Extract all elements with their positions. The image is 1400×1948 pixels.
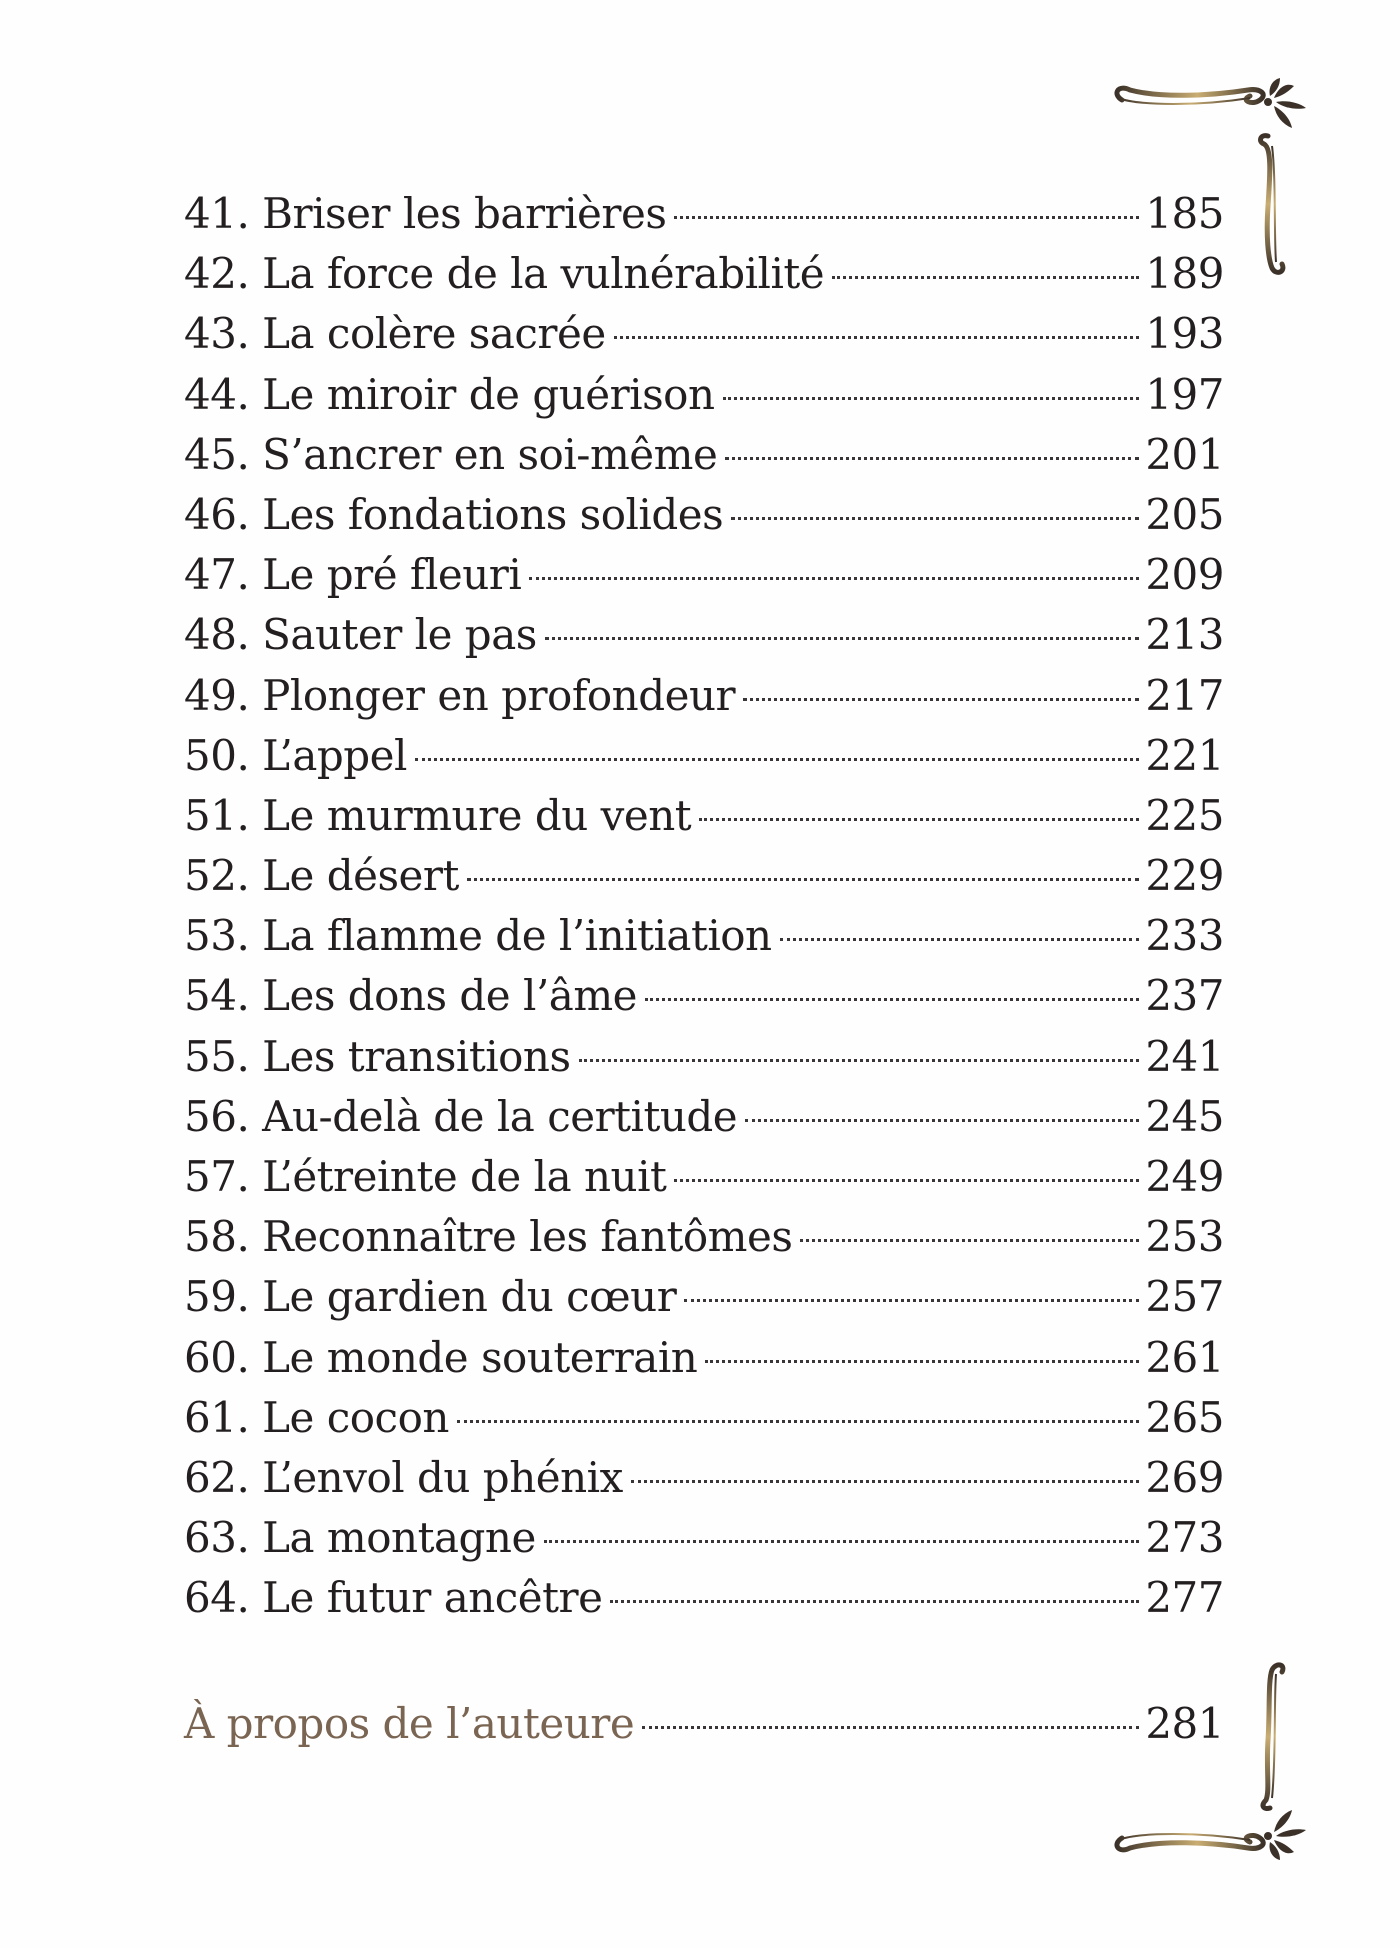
- toc-entry[interactable]: [184, 425, 1224, 485]
- toc-entry-page-number: 197: [1145, 369, 1224, 419]
- toc-leader-dots: [684, 1299, 1139, 1302]
- toc-entry[interactable]: [184, 1388, 1224, 1448]
- toc-entry[interactable]: [184, 1087, 1224, 1147]
- toc-entry-page-number: 257: [1145, 1272, 1224, 1322]
- toc-entry[interactable]: [184, 485, 1224, 545]
- toc-entry-page-number: 185: [1145, 189, 1224, 238]
- toc-about-page-number: 281: [1145, 1699, 1224, 1748]
- toc-entry-page-number: 265: [1145, 1392, 1224, 1442]
- toc-entry[interactable]: [184, 244, 1224, 304]
- toc-entry-page-number: 277: [1145, 1573, 1224, 1623]
- toc-entry-title: 43. La colère sacrée: [184, 309, 606, 359]
- toc-leader-dots: [674, 216, 1139, 219]
- toc-entry-title: 53. La flamme de l’initiation: [184, 911, 772, 961]
- toc-entry-title: 45. S’ancrer en soi-même: [184, 429, 718, 479]
- toc-entry-title: 57. L’étreinte de la nuit: [184, 1152, 667, 1201]
- toc-entry-title: 58. Reconnaître les fantômes: [184, 1212, 793, 1262]
- toc-entry-page-number: 253: [1145, 1212, 1224, 1262]
- bottom-corner-ornament-icon: [1100, 1660, 1320, 1860]
- toc-entry[interactable]: [184, 666, 1224, 726]
- toc-entry-title: 52. Le désert: [184, 851, 459, 901]
- toc-entry[interactable]: [184, 1328, 1224, 1388]
- toc-leader-dots: [832, 276, 1139, 279]
- toc-entry-page-number: 225: [1145, 790, 1224, 840]
- toc-entry-title: 44. Le miroir de guérison: [184, 369, 715, 419]
- toc-leader-dots: [545, 637, 1140, 640]
- toc-about-author-entry[interactable]: [184, 1694, 1224, 1754]
- toc-leader-dots: [725, 457, 1139, 460]
- toc-entry-title: 55. Les transitions: [184, 1031, 571, 1081]
- toc-entry-title: 54. Les dons de l’âme: [184, 971, 638, 1021]
- toc-leader-dots: [457, 1420, 1139, 1423]
- toc-entry-title: 64. Le futur ancêtre: [184, 1573, 603, 1623]
- toc-about-title: À propos de l’auteure: [184, 1699, 635, 1748]
- toc-entry-title: 48. Sauter le pas: [184, 610, 537, 660]
- toc-entry-page-number: 205: [1145, 489, 1224, 539]
- toc-entry-title: 62. L’envol du phénix: [184, 1452, 623, 1502]
- toc-leader-dots: [780, 938, 1140, 941]
- toc-entry-title: 41. Briser les barrières: [184, 189, 667, 238]
- toc-leader-dots: [699, 818, 1139, 821]
- toc-leader-dots: [800, 1239, 1139, 1242]
- toc-leader-dots: [745, 1119, 1139, 1122]
- toc-leader-dots: [529, 577, 1139, 580]
- toc-entry[interactable]: [184, 1267, 1224, 1327]
- toc-entry-page-number: 241: [1145, 1031, 1224, 1081]
- toc-entry[interactable]: [184, 846, 1224, 906]
- toc-entry-page-number: 209: [1145, 550, 1224, 600]
- toc-entry[interactable]: [184, 786, 1224, 846]
- toc-entry[interactable]: [184, 966, 1224, 1026]
- toc-leader-dots: [645, 998, 1139, 1001]
- toc-entry-page-number: 189: [1145, 249, 1224, 299]
- toc-leader-dots: [544, 1540, 1140, 1543]
- toc-entry[interactable]: [184, 906, 1224, 966]
- toc-entry[interactable]: [184, 545, 1224, 605]
- toc-entry[interactable]: [184, 304, 1224, 364]
- toc-entry-page-number: 261: [1145, 1332, 1224, 1382]
- toc-leader-dots: [614, 336, 1140, 339]
- toc-entry-title: 47. Le pré fleuri: [184, 550, 522, 600]
- toc-entry-page-number: 245: [1145, 1091, 1224, 1141]
- toc-entry-title: 49. Plonger en profondeur: [184, 670, 736, 720]
- toc-entry-title: 59. Le gardien du cœur: [184, 1272, 677, 1322]
- toc-leader-dots: [642, 1726, 1139, 1729]
- toc-entry[interactable]: [184, 1147, 1224, 1207]
- toc-entry[interactable]: [184, 1508, 1224, 1568]
- table-of-contents: [184, 184, 1224, 1629]
- toc-entry-title: 50. L’appel: [184, 730, 407, 780]
- toc-entry[interactable]: [184, 1207, 1224, 1267]
- toc-leader-dots: [610, 1600, 1139, 1603]
- toc-entry-title: 56. Au-delà de la certitude: [184, 1091, 738, 1141]
- toc-entry-title: 46. Les fondations solides: [184, 489, 724, 539]
- toc-entry-page-number: 193: [1145, 309, 1224, 359]
- toc-entry-page-number: 201: [1145, 429, 1224, 479]
- toc-entry[interactable]: [184, 1568, 1224, 1628]
- toc-entry-page-number: 273: [1145, 1513, 1224, 1563]
- toc-leader-dots: [674, 1179, 1139, 1182]
- toc-leader-dots: [579, 1059, 1140, 1062]
- toc-entry-page-number: 217: [1145, 670, 1224, 720]
- toc-entry[interactable]: [184, 365, 1224, 425]
- toc-entry-title: 51. Le murmure du vent: [184, 790, 692, 840]
- toc-entry-title: 63. La montagne: [184, 1513, 536, 1563]
- toc-leader-dots: [723, 397, 1140, 400]
- toc-entry[interactable]: [184, 726, 1224, 786]
- toc-entry-page-number: 269: [1145, 1452, 1224, 1502]
- toc-leader-dots: [415, 758, 1139, 761]
- toc-entry[interactable]: [184, 1448, 1224, 1508]
- toc-entry[interactable]: [184, 184, 1224, 244]
- toc-entry-title: 61. Le cocon: [184, 1392, 449, 1442]
- toc-entry-page-number: 229: [1145, 851, 1224, 901]
- toc-entry[interactable]: [184, 605, 1224, 665]
- toc-entry-page-number: 221: [1145, 730, 1224, 780]
- toc-entry-page-number: 213: [1145, 610, 1224, 660]
- toc-leader-dots: [631, 1480, 1140, 1483]
- toc-entry-page-number: 237: [1145, 971, 1224, 1021]
- toc-entry-page-number: 249: [1145, 1152, 1224, 1201]
- toc-entry-title: 60. Le monde souterrain: [184, 1332, 698, 1382]
- toc-leader-dots: [743, 698, 1139, 701]
- toc-entry[interactable]: [184, 1027, 1224, 1087]
- toc-leader-dots: [705, 1360, 1139, 1363]
- toc-leader-dots: [731, 517, 1139, 520]
- toc-entry-page-number: 233: [1145, 911, 1224, 961]
- toc-leader-dots: [467, 878, 1139, 881]
- toc-entry-title: 42. La force de la vulnérabilité: [184, 249, 825, 299]
